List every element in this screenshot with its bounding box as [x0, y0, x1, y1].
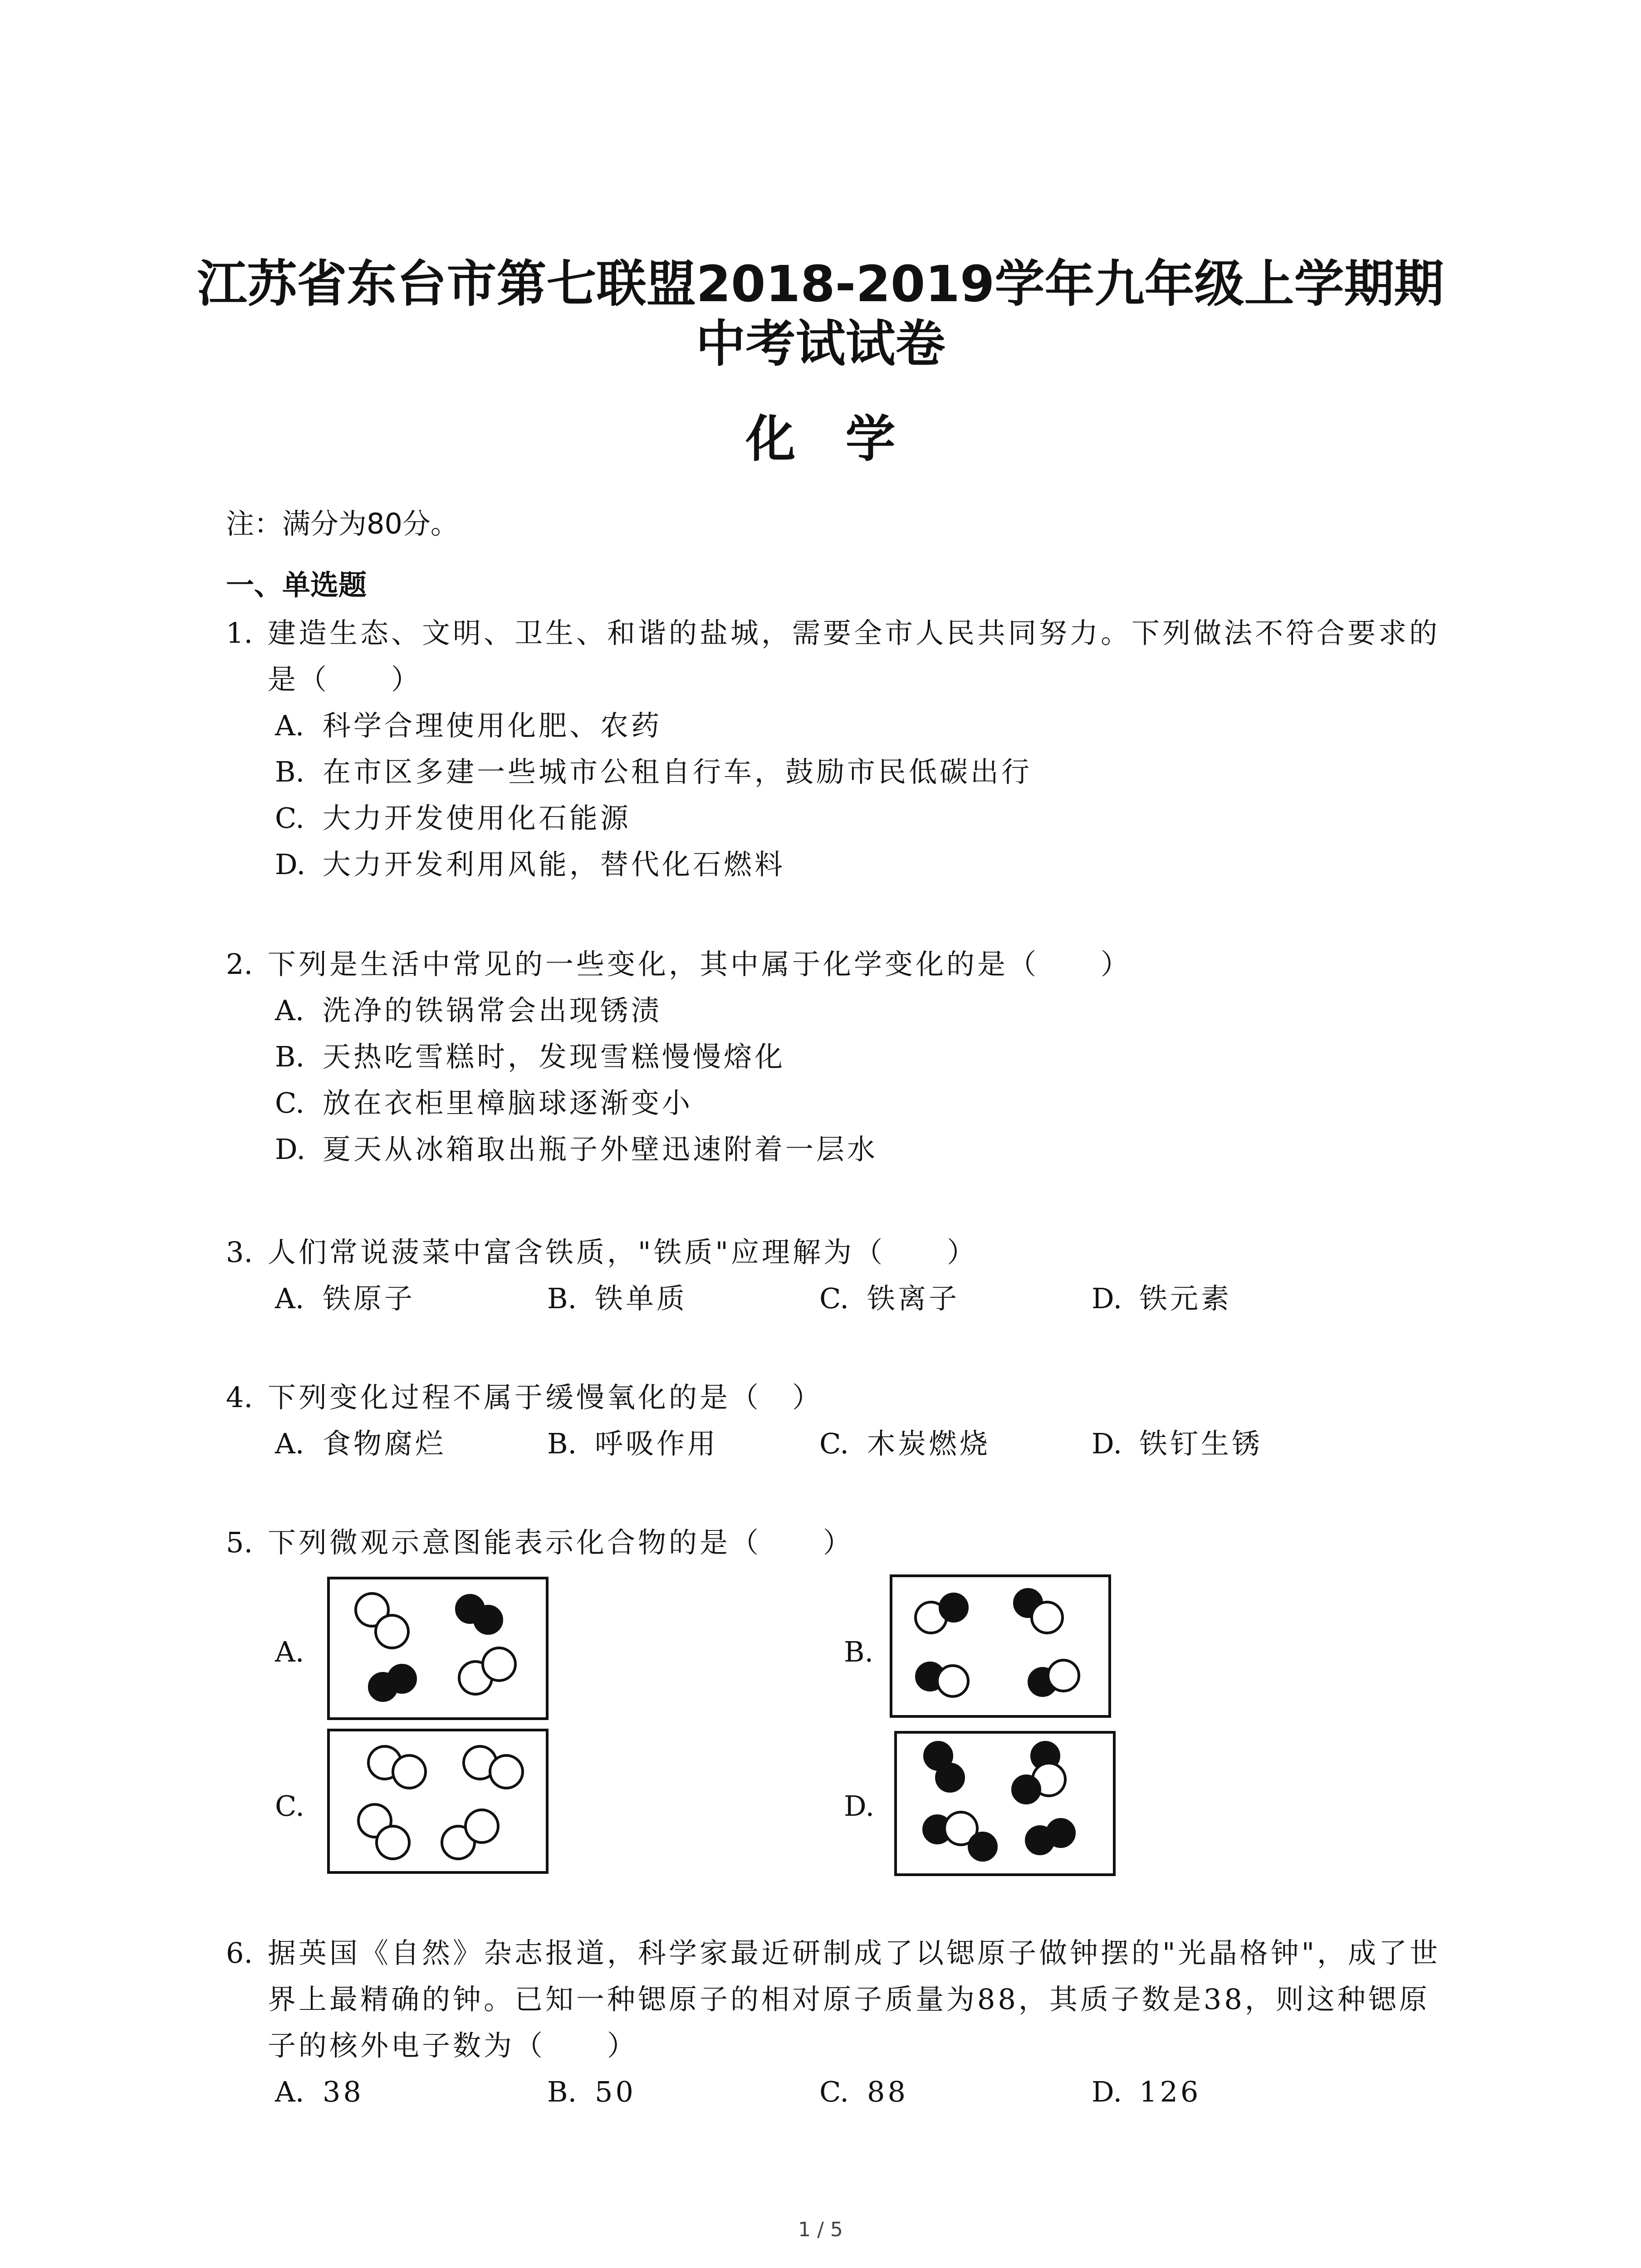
option-a[interactable]	[275, 2069, 547, 2115]
option-text: 放在衣柜里樟脑球逐渐变小	[323, 1086, 693, 1119]
subject-heading: 化学	[745, 410, 945, 468]
option-label: B.	[547, 2075, 577, 2108]
question-number: 1.	[226, 616, 253, 650]
question-stem: 下列是生活中常见的一些变化，其中属于化学变化的是（ ）	[268, 948, 1132, 981]
option-c-label[interactable]: C.	[275, 1789, 304, 1823]
option-text: 铁元素	[1139, 1282, 1232, 1315]
option-b[interactable]	[547, 1421, 819, 1467]
option-label: A.	[275, 994, 304, 1027]
option-label: D.	[1092, 1427, 1122, 1460]
question-1	[226, 610, 1442, 888]
option-text: 洗净的铁锅常会出现锈渍	[323, 994, 662, 1027]
option-d-label[interactable]: D.	[844, 1789, 875, 1823]
option-text: 大力开发使用化石能源	[323, 802, 632, 835]
option-text: 木炭燃烧	[867, 1427, 991, 1460]
option-text: 呼吸作用	[595, 1427, 719, 1460]
section-heading: 一、单选题	[226, 568, 367, 601]
option-label: A.	[275, 2075, 304, 2108]
option-c[interactable]	[819, 2069, 1092, 2115]
question-number: 3.	[226, 1236, 253, 1269]
option-label: C.	[275, 802, 304, 835]
option-c[interactable]	[226, 1080, 1442, 1126]
question-stem: 据英国《自然》杂志报道，科学家最近研制成了以锶原子做钟摆的"光晶格钟"，成了世界上最精确的钟。已知一种锶原子的相对原子质量为88，其质子数是38，则这种锶原子的核外电子数为（ ）	[268, 1936, 1441, 2062]
option-label: D.	[1092, 1282, 1122, 1315]
option-a-label[interactable]: A.	[275, 1635, 304, 1668]
option-text: 铁原子	[323, 1282, 416, 1315]
question-5	[226, 1520, 1442, 1566]
option-d[interactable]	[226, 841, 1442, 888]
molecule-diagram-b[interactable]	[889, 1574, 1112, 1718]
option-text: 大力开发利用风能，替代化石燃料	[323, 848, 786, 881]
molecule-diagram-a[interactable]	[327, 1576, 549, 1721]
option-text: 夏天从冰箱取出瓶子外壁迅速附着一层水	[323, 1133, 878, 1166]
option-label: C.	[819, 1282, 849, 1315]
exam-title	[0, 254, 1641, 374]
option-label: C.	[275, 1086, 304, 1119]
option-text: 天热吃雪糕时，发现雪糕慢慢熔化	[323, 1040, 786, 1073]
option-d[interactable]	[1092, 2069, 1364, 2115]
option-text: 38	[323, 2075, 364, 2108]
option-label: A.	[275, 1282, 304, 1315]
question-6	[226, 1930, 1442, 2115]
option-label: D.	[275, 848, 306, 881]
option-label: C.	[819, 1427, 849, 1460]
question-stem: 下列微观示意图能表示化合物的是（ ）	[268, 1526, 854, 1559]
option-b[interactable]	[226, 749, 1442, 795]
option-a[interactable]	[275, 1421, 547, 1467]
question-4	[226, 1374, 1442, 1467]
option-b-label[interactable]: B.	[844, 1635, 874, 1668]
option-text: 88	[867, 2075, 908, 2108]
option-c[interactable]	[819, 1276, 1092, 1322]
option-text: 在市区多建一些城市公租自行车，鼓励市民低碳出行	[323, 755, 1033, 788]
option-text: 铁钉生锈	[1139, 1427, 1263, 1460]
score-note: 注：满分为80分。	[226, 507, 459, 540]
question-stem: 下列变化过程不属于缓慢氧化的是（ ）	[268, 1381, 823, 1414]
option-b[interactable]	[226, 1034, 1442, 1080]
option-label: B.	[275, 755, 305, 788]
option-text: 50	[595, 2075, 636, 2108]
option-label: D.	[275, 1133, 306, 1166]
question-3	[226, 1229, 1442, 1322]
option-label: A.	[275, 1427, 304, 1460]
option-text: 铁单质	[595, 1282, 688, 1315]
page-number: 1 / 5	[798, 2218, 843, 2241]
option-a[interactable]	[226, 987, 1442, 1034]
option-b[interactable]	[547, 1276, 819, 1322]
option-label: A.	[275, 709, 304, 742]
question-number: 4.	[226, 1381, 253, 1414]
option-d[interactable]	[1092, 1421, 1364, 1467]
molecule-diagram-c[interactable]	[327, 1728, 549, 1874]
option-a[interactable]	[275, 1276, 547, 1322]
option-text: 科学合理使用化肥、农药	[323, 709, 662, 742]
option-text: 铁离子	[867, 1282, 960, 1315]
option-label: D.	[1092, 2075, 1122, 2108]
option-c[interactable]	[226, 795, 1442, 841]
option-b[interactable]	[547, 2069, 819, 2115]
question-number: 2.	[226, 948, 253, 981]
exam-title-line1: 江苏省东台市第七联盟2018-2019学年九年级上学期期	[197, 255, 1444, 313]
option-label: C.	[819, 2075, 849, 2108]
option-label: B.	[275, 1040, 305, 1073]
option-label: B.	[547, 1282, 577, 1315]
question-stem: 建造生态、文明、卫生、和谐的盐城，需要全市人民共同努力。下列做法不符合要求的是（ ）	[268, 616, 1440, 696]
exam-title-line2: 中考试试卷	[696, 315, 945, 373]
option-a[interactable]	[226, 703, 1442, 749]
option-d[interactable]	[226, 1126, 1442, 1173]
option-d[interactable]	[1092, 1276, 1364, 1322]
question-2	[226, 941, 1442, 1173]
molecule-diagram-d[interactable]	[894, 1730, 1116, 1877]
question-number: 6.	[226, 1936, 253, 1970]
option-text: 食物腐烂	[323, 1427, 446, 1460]
question-number: 5.	[226, 1526, 253, 1559]
option-text: 126	[1139, 2075, 1201, 2108]
option-c[interactable]	[819, 1421, 1092, 1467]
option-label: B.	[547, 1427, 577, 1460]
question-stem: 人们常说菠菜中富含铁质，"铁质"应理解为（ ）	[268, 1236, 978, 1269]
